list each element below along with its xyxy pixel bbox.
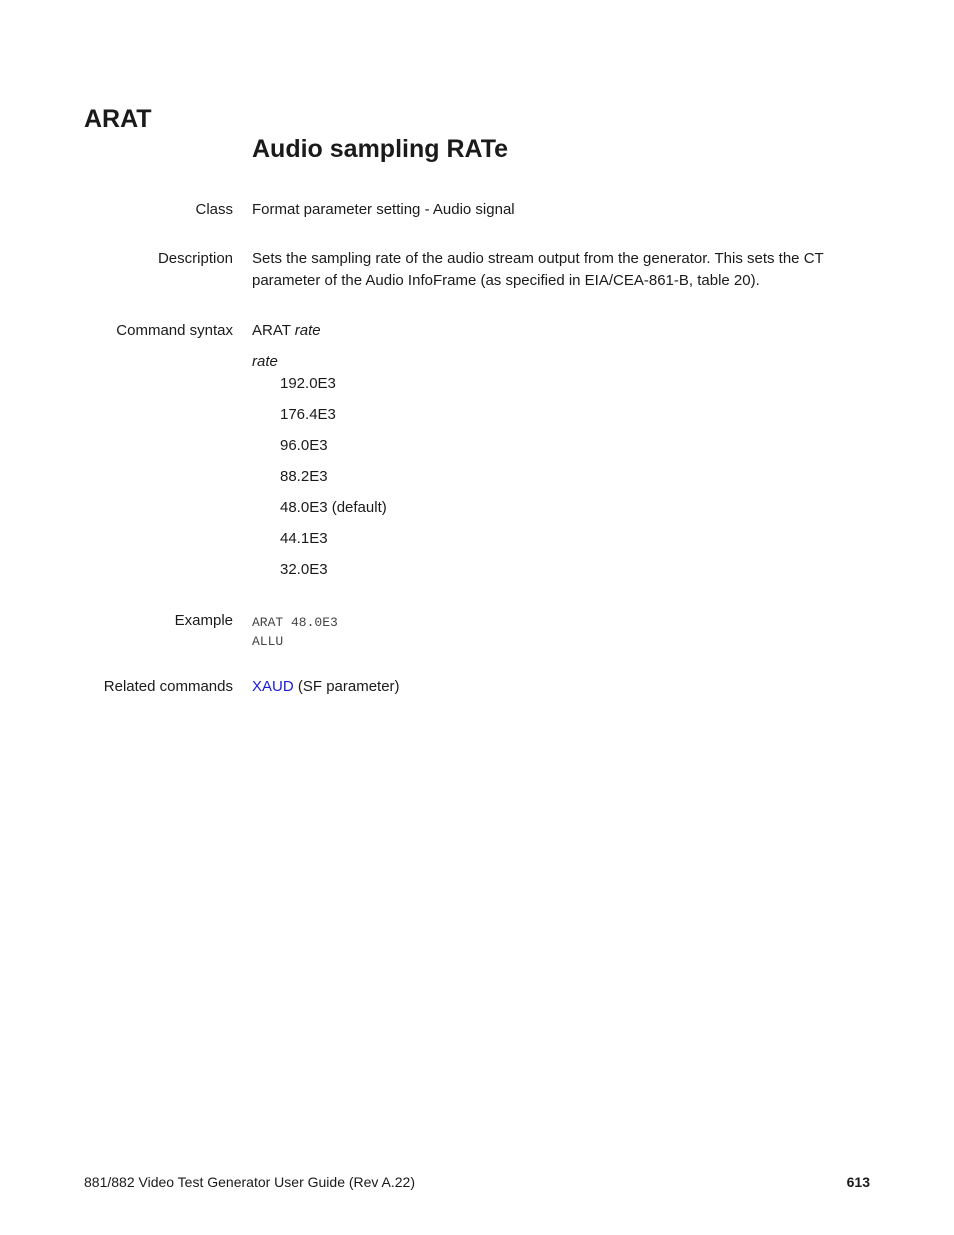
command-name: ARAT [84,105,152,133]
example-label: Example [174,612,233,629]
rate-values-list [280,373,387,590]
page-number: 613 [846,1174,870,1190]
description-label: Description [157,250,233,267]
rate-value: 192.0E3 [280,375,336,392]
related-suffix: (SF parameter) [297,678,400,695]
param-heading: rate [252,353,278,370]
related-label: Related commands [103,678,233,695]
class-value: Format parameter setting - Audio signal [252,201,515,218]
rate-value: 176.4E3 [280,406,336,423]
syntax-label: Command syntax [116,322,233,339]
rate-value: 96.0E3 [280,437,328,454]
related-value [252,676,862,698]
footer-guide-title: 881/882 Video Test Generator User Guide (Rev A.22) [84,1174,416,1190]
class-label: Class [195,201,233,218]
description-value [252,248,862,292]
syntax-param: rate [294,322,321,339]
rate-value: 32.0E3 [280,561,328,578]
example-code-block [252,613,862,651]
syntax-command: ARAT [252,322,291,339]
rate-value: 44.1E3 [280,530,328,547]
command-title: Audio sampling RATe [252,135,509,163]
example-code-line: ALLU [252,634,284,649]
xaud-link[interactable]: XAUD [252,678,294,695]
rate-value: 88.2E3 [280,468,328,485]
rate-value: 48.0E3 (default) [280,499,387,516]
description-text: Sets the sampling rate of the audio stream output from the generator. This sets the CT parameter of the Audio InfoFrame (as specified in EIA/CEA-861-B, table 20). [252,250,824,289]
syntax-value [252,320,862,342]
example-code-line: ARAT 48.0E3 [252,615,338,630]
